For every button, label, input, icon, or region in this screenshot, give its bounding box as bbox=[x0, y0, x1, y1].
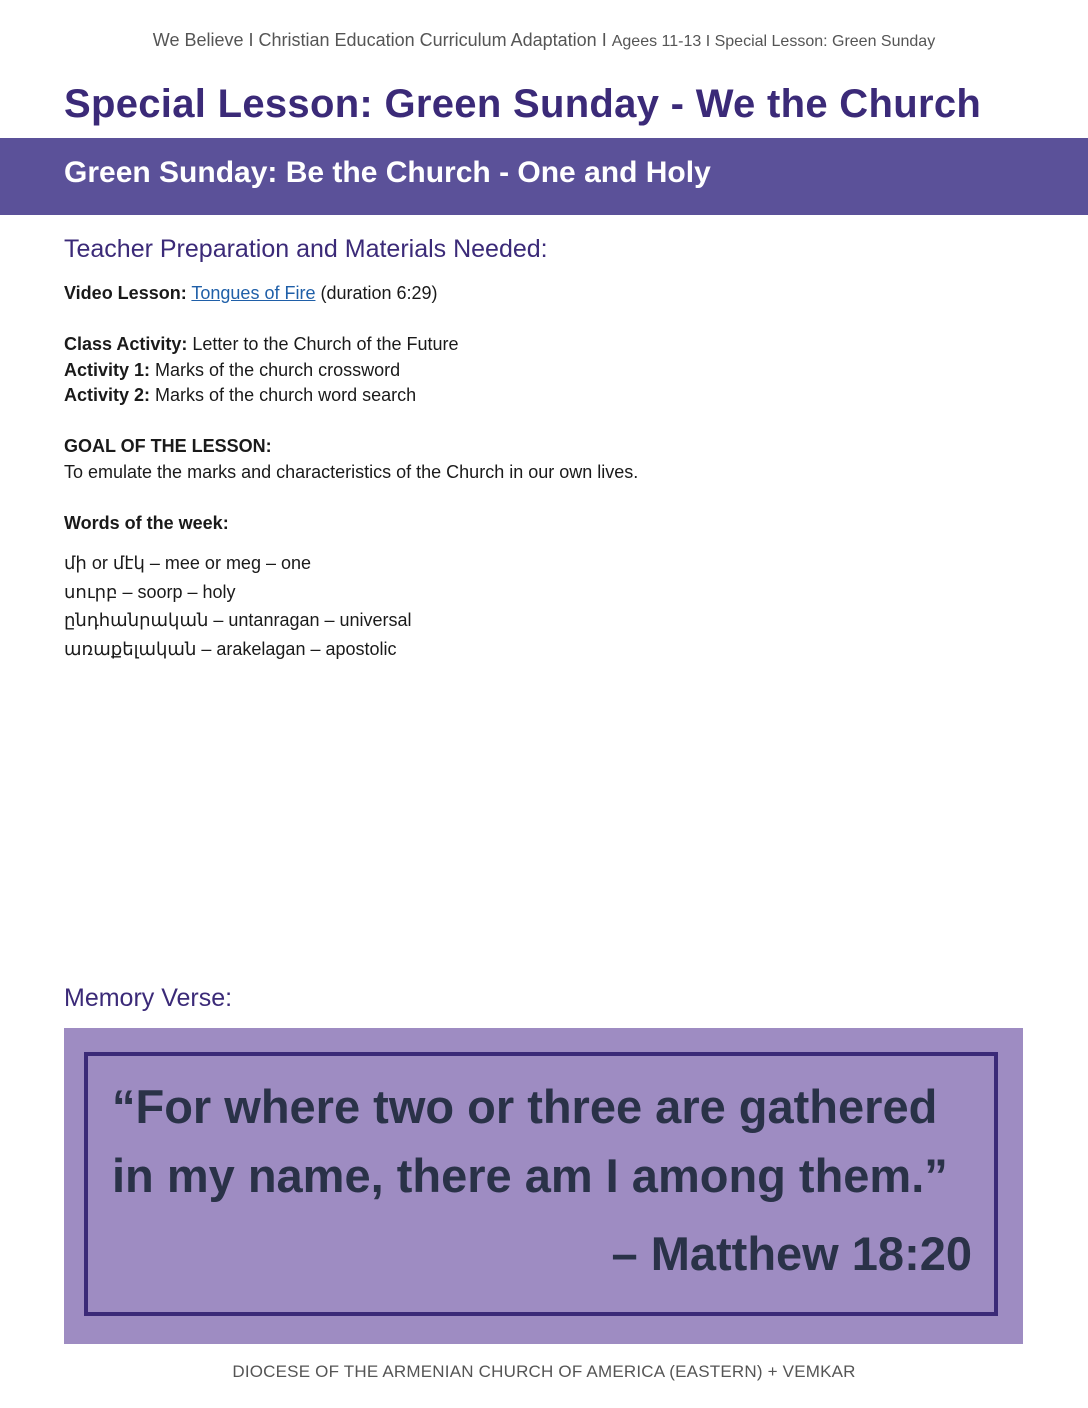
activity2-text: Marks of the church word search bbox=[155, 385, 417, 405]
running-header-main: We Believe I Christian Education Curriculum Adaptation I bbox=[152, 30, 607, 50]
words-label: Words of the week: bbox=[64, 513, 229, 533]
running-header-small: Agees 11-13 I Special Lesson: Green Sunday bbox=[611, 33, 936, 50]
activity1-text: Marks of the church crossword bbox=[155, 359, 401, 380]
word-item: մի or մէկ – mee or meg – one bbox=[64, 553, 311, 573]
goal-block bbox=[64, 434, 638, 485]
goal-text: To emulate the marks and characteristics of the Church in our own lives. bbox=[64, 461, 639, 482]
word-item: ընդհանրական – untanragan – universal bbox=[64, 610, 412, 631]
word-item: սուրբ – soorp – holy bbox=[64, 581, 236, 602]
video-lesson-link[interactable]: Tongues of Fire bbox=[191, 283, 316, 303]
video-duration: (duration 6:29) bbox=[320, 283, 438, 303]
class-activity-label: Class Activity: bbox=[64, 334, 188, 354]
class-activity-text: Letter to the Church of the Future bbox=[192, 334, 459, 354]
words-list bbox=[64, 549, 412, 664]
activity1-label: Activity 1: bbox=[64, 359, 151, 380]
banner-text: Green Sunday: Be the Church - One and Holy bbox=[64, 156, 711, 189]
word-item: առաքելական – arakelagan – apostolic bbox=[64, 639, 397, 660]
memory-verse-frame bbox=[84, 1052, 998, 1316]
memory-verse-heading: Memory Verse: bbox=[64, 984, 233, 1012]
memory-verse-text: “For where two or three are gathered in my name, there am I among them.” bbox=[112, 1080, 948, 1202]
memory-verse-box bbox=[64, 1028, 1023, 1344]
goal-label: GOAL OF THE LESSON: bbox=[64, 436, 272, 456]
page-title: Special Lesson: Green Sunday - We the Church bbox=[64, 82, 982, 126]
running-header bbox=[0, 30, 1088, 51]
subtitle-banner bbox=[0, 138, 1088, 215]
words-label-block bbox=[64, 511, 229, 537]
page-footer: DIOCESE OF THE ARMENIAN CHURCH OF AMERICA (EASTERN) + VEMKAR bbox=[232, 1362, 856, 1381]
activity2-label: Activity 2: bbox=[64, 385, 151, 405]
memory-verse-reference: – Matthew 18:20 bbox=[611, 1227, 972, 1280]
video-lesson-line bbox=[64, 281, 438, 307]
prep-heading: Teacher Preparation and Materials Needed: bbox=[64, 235, 548, 263]
video-lesson-label: Video Lesson: bbox=[64, 283, 187, 303]
activities-block bbox=[64, 332, 459, 409]
